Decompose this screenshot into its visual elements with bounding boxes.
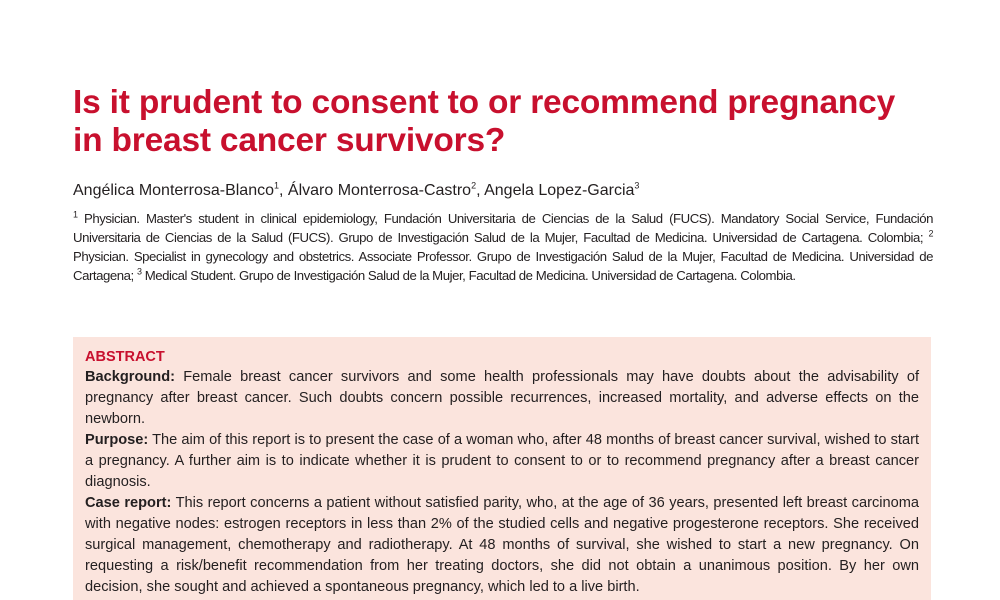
author-affiliation-marker: 3 [634,180,640,191]
abstract-heading: ABSTRACT [85,349,165,365]
author-name: Álvaro Monterrosa-Castro [287,182,472,199]
author-name: Angélica Monterrosa-Blanco [73,182,274,199]
section-text: Female breast cancer survivors and some health professionals may have doubts about the advisability of pregnancy after breast cancer. Such doubts concern possible recurrences, increased mortality, and adverse effects on the newborn. [85,369,919,427]
affiliation-marker: 1 [73,209,78,220]
abstract-background [85,367,919,430]
affiliation-text: Medical Student. Grupo de Investigación Salud de la Mujer, Facultad de Medicina. Universidad de Cartagena. Colombia. [144,268,796,283]
section-label: Case report: [85,495,172,511]
abstract-case-report [85,493,919,598]
section-text: The aim of this report is to present the case of a woman who, after 48 months of breast cancer survival, wished to start a pregnancy. A further aim is to indicate whether it is prudent to consent to or to recommend pregnancy after a breast cancer diagnosis. [85,432,919,490]
author-affiliation-marker: 2 [471,180,477,191]
section-text: This report concerns a patient without satisfied parity, who, at the age of 36 years, presented left breast carcinoma with negative nodes: estrogen receptors in less than 2% of the studied cells and negative progesterone receptors. She received surgical management, chemotherapy and radiotherapy. At 48 months of survival, she wished to start a new pregnancy. On requesting a risk/benefit recommendation from her treating doctors, she did not obtain a unanimous position. By her own decision, she sought and achieved a spontaneous pregnancy, which led to a live birth. [85,495,919,595]
article-title: Is it prudent to consent to or recommend pregnancy in breast cancer survivors? [73,84,896,159]
author-separator: , [279,182,288,199]
abstract-content [85,347,919,598]
abstract-purpose [85,430,919,493]
affiliations [73,209,933,285]
affiliation-text: Physician. Master's student in clinical epidemiology, Fundación Universitaria de Ciencias de la Salud (FUCS). Mandatory Social Service, Fundación Universitaria de Ciencias de la Salud (FUCS). Grupo de Investigación Salud de la Mujer, Facultad de Medicina. Universidad de Cartagena. Colombia; [73,211,934,245]
affiliation-marker: 2 [928,228,933,239]
author-affiliation-marker: 1 [274,180,280,191]
section-label: Background: [85,369,175,385]
section-label: Purpose: [85,432,149,448]
affiliation-marker: 3 [136,266,142,277]
author-separator: , [476,182,485,199]
author-list [73,180,933,202]
affiliation-text: Physician. Specialist in gynecology and obstetrics. Associate Professor. Grupo de Investigación Salud de la Mujer, Facultad de Medicina. Universidad de Cartagena; [73,249,933,283]
abstract-box [73,337,931,600]
author-name: Angela Lopez-Garcia [484,182,635,199]
